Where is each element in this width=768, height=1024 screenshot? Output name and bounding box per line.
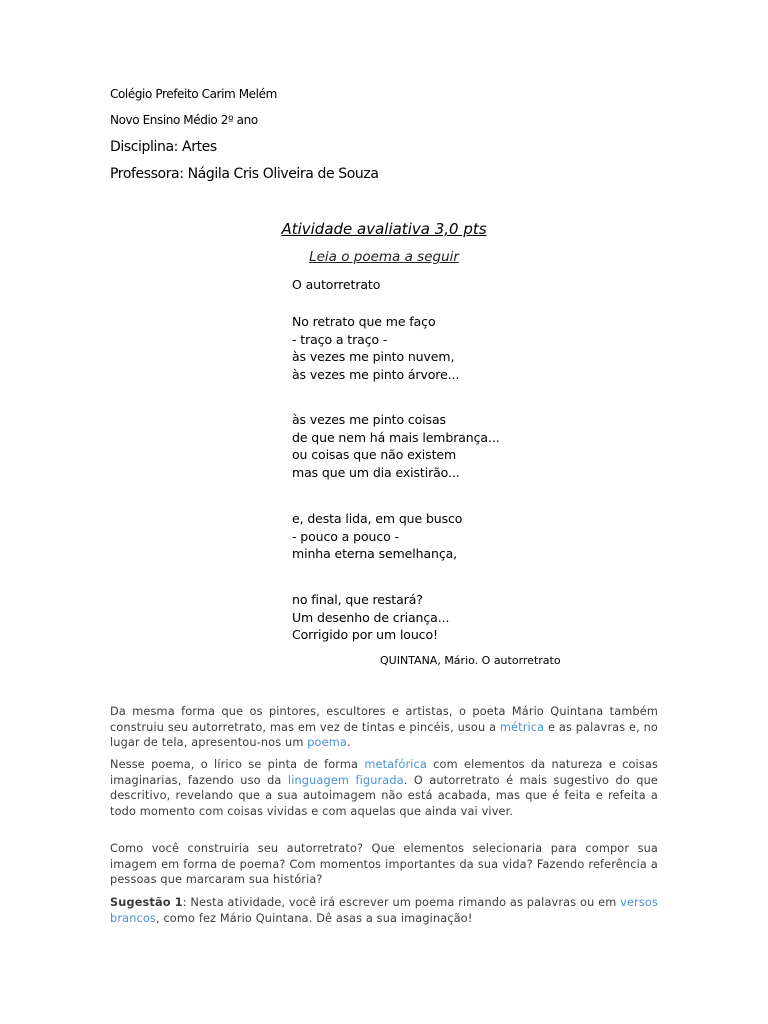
poem-line: e, desta lida, em que busco xyxy=(292,511,463,526)
poem-line: mas que um dia existirão... xyxy=(292,464,460,480)
paragraph-text: . xyxy=(346,736,351,749)
paragraph-text: Nesse poema, o lírico se pinta de forma xyxy=(110,758,365,771)
poem-line: às vezes me pinto árvore... xyxy=(292,366,460,382)
poem-line: no final, que restará? xyxy=(292,592,423,607)
poem-line: minha eterna semelhança, xyxy=(292,546,458,561)
link-poema[interactable]: poema xyxy=(307,736,347,749)
poem-stanza-1 xyxy=(292,313,459,383)
paragraph-3: Como você construiria seu autorretrato? Que elementos selecionaria para compor sua imagem em forma de poema? Com momentos importantes da sua vida? Fazendo referência a pessoas que marcaram sua história? xyxy=(110,842,658,886)
paragraph-text: e as palavras e, no lugar de tela, apresentou-nos um xyxy=(110,720,658,749)
poem-line: de que nem há mais lembrança... xyxy=(292,429,500,445)
poem xyxy=(292,276,380,294)
poem-line: às vezes me pinto coisas xyxy=(292,412,446,427)
poem-line: No retrato que me faço xyxy=(292,314,436,329)
activity-instruction: Leia o poema a seguir xyxy=(309,249,459,265)
subject-label: Disciplina: Artes xyxy=(110,139,217,155)
paragraph-text: Da mesma forma que os pintores, escultores e artistas, o poeta Mário Quintana também construiu seu autorretrato, mas em vez de tintas e pincéis, usou a xyxy=(110,705,658,734)
teacher-label: Professora: Nágila Cris Oliveira de Souza xyxy=(110,166,379,182)
poem-line: Corrigido por um louco! xyxy=(292,627,438,642)
paragraph-2 xyxy=(110,757,658,819)
grade-label: Novo Ensino Médio 2º ano xyxy=(110,113,258,127)
poem-stanza-2 xyxy=(292,411,500,481)
poem-line: - traço a traço - xyxy=(292,331,388,347)
paragraph-4 xyxy=(110,895,658,926)
poem-stanza-3 xyxy=(292,510,462,563)
poem-title: O autorretrato xyxy=(292,277,381,292)
suggestion-label: Sugestão 1 xyxy=(110,896,183,909)
paragraph-text: . O autorretrato é mais sugestivo do que descritivo, revelando que a sua autoimagem não está acabada, mas que é feita e refeita a todo momento com coisas vividas e com aquelas que ainda vai viver. xyxy=(110,773,659,818)
paragraph-text: : Nesta atividade, você irá escrever um poema rimando as palavras ou em xyxy=(182,896,621,909)
school-name: Colégio Prefeito Carim Melém xyxy=(110,87,277,101)
poem-line: - pouco a pouco - xyxy=(292,528,399,544)
paragraph-1 xyxy=(110,704,658,751)
activity-title: Atividade avaliativa 3,0 pts xyxy=(281,220,487,238)
paragraph-text: , como fez Mário Quintana. Dê asas a sua imaginação! xyxy=(155,911,473,925)
link-versos-brancos[interactable]: versos brancos xyxy=(110,896,658,925)
paragraph-text: com elementos da natureza e coisas imaginarias, fazendo uso da xyxy=(110,758,658,787)
link-linguagem-figurada[interactable]: linguagem figurada xyxy=(287,773,404,787)
link-metrica[interactable]: métrica xyxy=(499,720,545,734)
poem-line: Um desenho de criança... xyxy=(292,609,450,625)
poem-line: ou coisas que não existem xyxy=(292,447,457,462)
link-metaforica[interactable]: metafórica xyxy=(364,758,427,771)
poem-stanza-4 xyxy=(292,591,449,644)
poem-line: às vezes me pinto nuvem, xyxy=(292,349,455,364)
poem-source: QUINTANA, Mário. O autorretrato xyxy=(380,654,561,667)
